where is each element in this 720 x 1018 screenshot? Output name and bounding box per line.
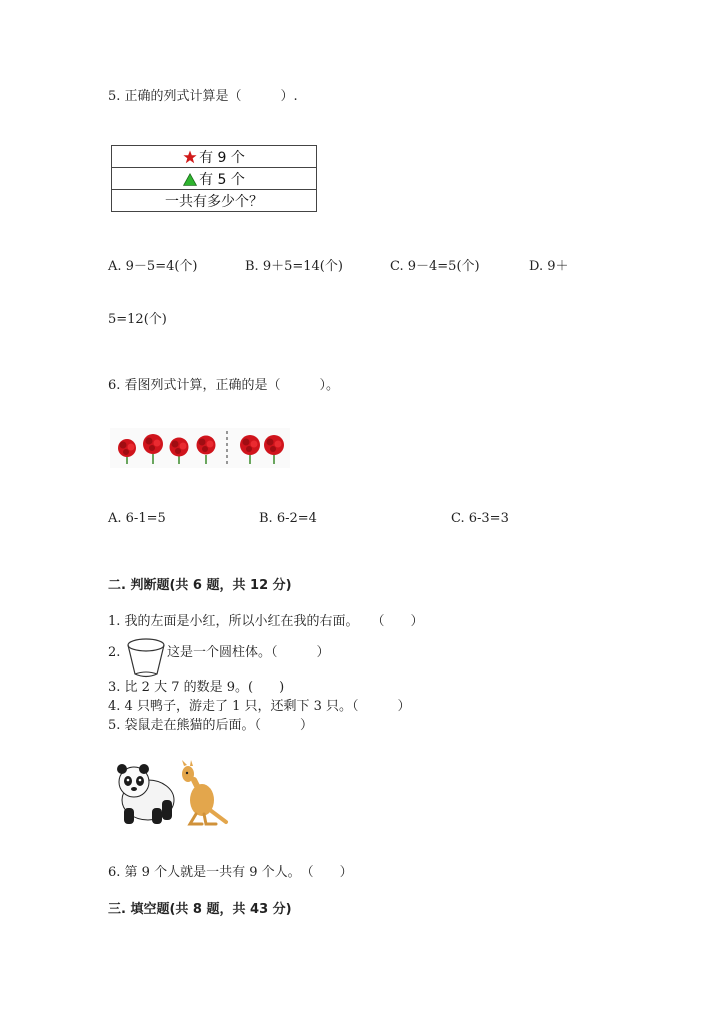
q6-option-a[interactable]: A. 6-1=5	[108, 511, 166, 526]
q5-option-b[interactable]: B. 9＋5=14(个)	[245, 259, 343, 274]
flowers-image	[110, 428, 290, 468]
q5-option-a[interactable]: A. 9－5=4(个)	[108, 259, 198, 274]
q5-option-c[interactable]: C. 9－4=5(个)	[390, 259, 480, 274]
judge-item-2: 这是一个圆柱体。（ ）	[167, 645, 330, 660]
table-row-text: 一共有多少个？	[165, 193, 263, 210]
green-triangle-icon	[183, 173, 197, 186]
q5-info-table	[111, 145, 317, 212]
table-row	[112, 168, 317, 190]
red-star-icon	[183, 150, 197, 164]
q5-option-d-continued: 5=12(个)	[108, 312, 167, 327]
table-row	[112, 190, 317, 212]
section-2-title: 二. 判断题(共 6 题，共 12 分)	[108, 578, 292, 593]
section-3-title: 三. 填空题(共 8 题，共 43 分)	[108, 902, 292, 917]
judge-item-1: 1. 我的左面是小红，所以小红在我的右面。 （ ）	[108, 614, 424, 629]
panda-icon	[117, 764, 174, 824]
judge-item-4: 4. 4 只鸭子，游走了 1 只，还剩下 3 只。（ ）	[108, 699, 411, 714]
q5-stem: 5. 正确的列式计算是（ ）.	[108, 89, 298, 104]
judge-item-5: 5. 袋鼠走在熊猫的后面。（ ）	[108, 718, 314, 733]
judge-item-6: 6. 第 9 个人就是一共有 9 个人。 （ ）	[108, 865, 353, 880]
judge-item-2-number: 2.	[108, 645, 121, 660]
table-row-text: 有 9 个	[199, 149, 245, 166]
q6-stem: 6. 看图列式计算，正确的是（ ）。	[108, 378, 340, 393]
panda-kangaroo-image	[110, 760, 230, 826]
kangaroo-icon	[182, 760, 226, 824]
q6-option-c[interactable]: C. 6-3=3	[451, 511, 509, 526]
bucket-icon	[125, 637, 167, 679]
q6-option-b[interactable]: B. 6-2=4	[259, 511, 317, 526]
judge-item-3: 3. 比 2 大 7 的数是 9。( )	[108, 680, 285, 695]
table-row	[112, 146, 317, 168]
table-row-text: 有 5 个	[199, 171, 245, 188]
q5-option-d[interactable]: D. 9＋	[529, 259, 569, 274]
